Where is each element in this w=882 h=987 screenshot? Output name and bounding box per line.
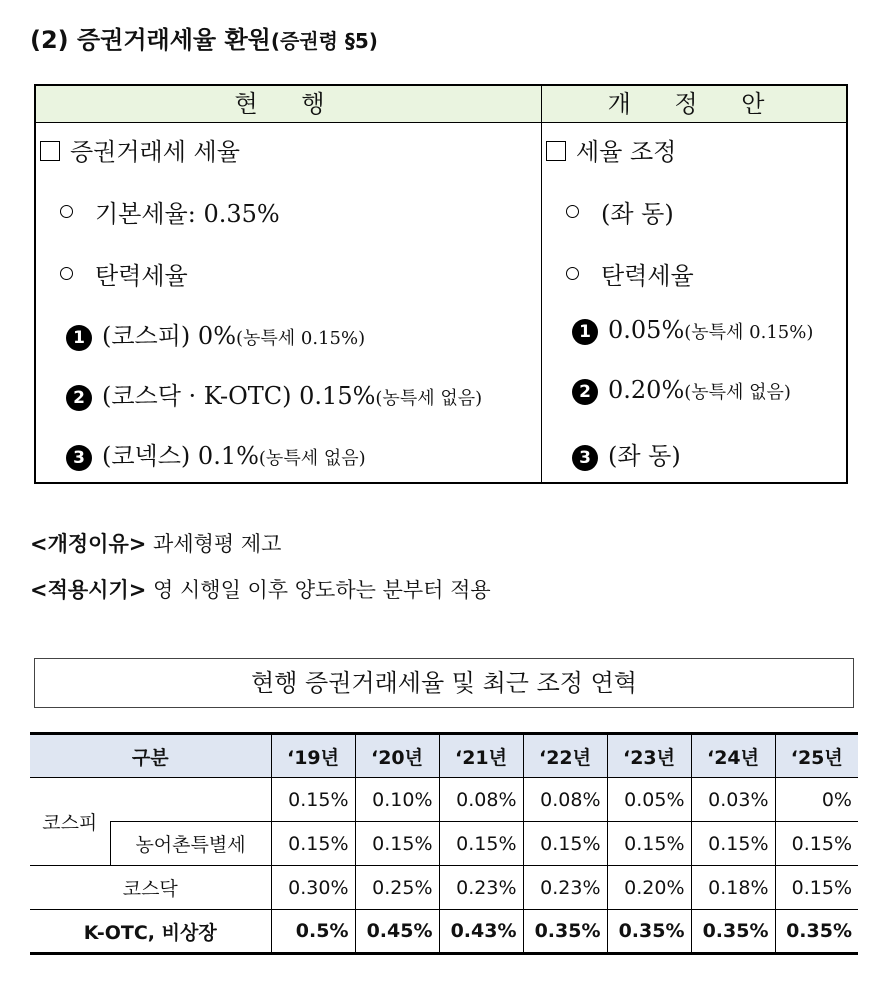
table-cell: 0.15% <box>691 822 775 866</box>
effective-date-text: 영 시행일 이후 양도하는 분부터 적용 <box>153 578 491 602</box>
header-year: ‘23년 <box>607 734 691 778</box>
header-category: 구분 <box>30 734 271 778</box>
proposed-item-1: 1 0.05%(농특세 0.15%) <box>572 316 813 345</box>
header-year: ‘19년 <box>271 734 355 778</box>
empty-cell <box>110 778 271 822</box>
current-base-rate: 기본세율: 0.35% <box>60 194 280 229</box>
effective-date <box>30 574 491 604</box>
table-header-row <box>30 734 858 778</box>
table-cell: 0.23% <box>439 866 523 910</box>
current-column-header: 현 행 <box>234 90 343 118</box>
proposed-base-rate: (좌 동) <box>566 194 674 229</box>
circle-bullet-icon <box>566 267 579 280</box>
table-cell: 0.18% <box>691 866 775 910</box>
table-cell: 0.35% <box>523 910 607 954</box>
current-item-2: 2 (코스닥 · K-OTC) 0.15%(농특세 없음) <box>66 376 482 411</box>
row-label-kosdaq: 코스닥 <box>30 866 271 910</box>
table-cell: 0.25% <box>355 866 439 910</box>
current-section-heading: 증권거래세 세율 <box>40 132 240 167</box>
circle-bullet-icon <box>60 205 73 218</box>
table-cell: 0.10% <box>355 778 439 822</box>
table-cell: 0.15% <box>439 822 523 866</box>
table-row <box>30 822 858 866</box>
table-cell: 0.15% <box>775 822 858 866</box>
table-cell: 0.43% <box>439 910 523 954</box>
table-cell: 0.35% <box>775 910 858 954</box>
header-year: ‘24년 <box>691 734 775 778</box>
proposed-column-header: 개 정 안 <box>607 90 783 118</box>
proposed-item-3: 3 (좌 동) <box>572 436 681 471</box>
table-cell: 0.15% <box>271 778 355 822</box>
table-cell: 0.08% <box>439 778 523 822</box>
table-cell: 0.03% <box>691 778 775 822</box>
proposed-section-heading: 세율 조정 <box>546 132 676 167</box>
table-cell: 0.23% <box>523 866 607 910</box>
number-1-icon: 1 <box>572 319 598 345</box>
table-cell: 0.15% <box>607 822 691 866</box>
table-cell: 0.08% <box>523 778 607 822</box>
table-cell: 0.15% <box>355 822 439 866</box>
title-reference: (증권령 §5) <box>270 29 378 53</box>
header-year: ‘20년 <box>355 734 439 778</box>
revision-reason <box>30 528 281 558</box>
table-row <box>30 778 858 822</box>
revision-reason-label: <개정이유> <box>30 532 147 556</box>
row-label-kospi: 코스피 <box>30 778 110 866</box>
table-cell: 0.05% <box>607 778 691 822</box>
checkbox-square-icon <box>40 141 60 161</box>
comparison-box <box>34 84 848 484</box>
revision-reason-text: 과세형평 제고 <box>153 532 282 556</box>
circle-bullet-icon <box>60 267 73 280</box>
current-item-3: 3 (코넥스) 0.1%(농특세 없음) <box>66 436 366 471</box>
number-1-icon: 1 <box>66 325 92 351</box>
row-label-kotc: K-OTC, 비상장 <box>30 910 271 954</box>
current-item-1: 1 (코스피) 0%(농특세 0.15%) <box>66 316 365 351</box>
proposed-item-2: 2 0.20%(농특세 없음) <box>572 376 791 405</box>
table-cell: 0.15% <box>523 822 607 866</box>
row-label-rural-tax: 농어촌특별세 <box>110 822 271 866</box>
title-main: (2) 증권거래세율 환원 <box>30 26 271 54</box>
table-cell: 0% <box>775 778 858 822</box>
table-cell: 0.35% <box>691 910 775 954</box>
section-title <box>30 20 378 55</box>
number-2-icon: 2 <box>66 385 92 411</box>
table-cell: 0.5% <box>271 910 355 954</box>
header-year: ‘22년 <box>523 734 607 778</box>
effective-date-label: <적용시기> <box>30 578 147 602</box>
circle-bullet-icon <box>566 205 579 218</box>
column-divider <box>541 86 542 482</box>
header-year: ‘25년 <box>775 734 858 778</box>
checkbox-square-icon <box>546 141 566 161</box>
table-cell: 0.20% <box>607 866 691 910</box>
history-caption: 현행 증권거래세율 및 최근 조정 연혁 <box>34 658 854 708</box>
number-3-icon: 3 <box>66 445 92 471</box>
table-cell: 0.15% <box>775 866 858 910</box>
header-year: ‘21년 <box>439 734 523 778</box>
current-flexible-rate: 탄력세율 <box>60 256 188 291</box>
tax-rate-history-table <box>30 732 858 955</box>
table-cell: 0.45% <box>355 910 439 954</box>
table-row <box>30 866 858 910</box>
proposed-flexible-rate: 탄력세율 <box>566 256 694 291</box>
table-cell: 0.30% <box>271 866 355 910</box>
table-cell: 0.15% <box>271 822 355 866</box>
number-3-icon: 3 <box>572 445 598 471</box>
table-cell: 0.35% <box>607 910 691 954</box>
table-row <box>30 910 858 954</box>
number-2-icon: 2 <box>572 379 598 405</box>
